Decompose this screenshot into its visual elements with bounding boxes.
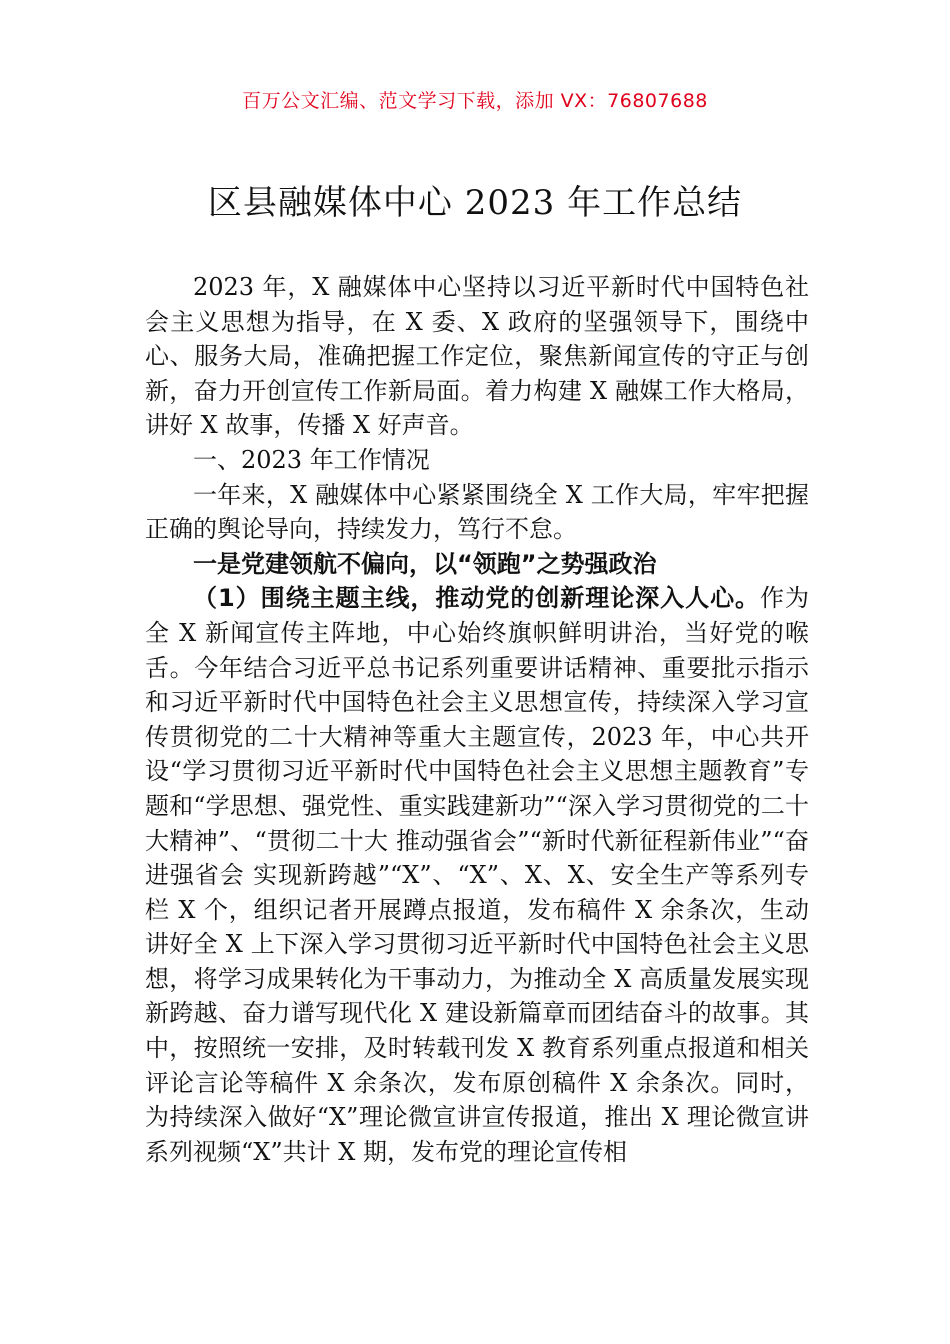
paragraph-theme-promotion [145, 581, 809, 1169]
document-body [145, 270, 809, 1169]
section-heading-1: 一、2023 年工作情况 [193, 445, 430, 474]
document-title: 区县融媒体中心 2023 年工作总结 [207, 183, 743, 223]
header-watermark-note: 百万公文汇编、范文学习下载，添加 VX：76807688 [242, 90, 708, 112]
paragraph-body: 作为全 X 新闻宣传主阵地，中心始终旗帜鲜明讲治，当好党的喉舌。今年结合习近平总书记系列重要讲话精神、重要批示指示和习近平新时代中国特色社会主义思想宣传，持续深入学习宣传贯彻党的二十大精神等重大主题宣传，2023 年，中心共开设“学习贯彻习近平新时代中国特色社会主义思想主题教育”专题和“学思想、强党性、重实践建新功”“深入学习贯彻党的二十大精神”、“贯彻二十大 推动强省会”“新时代新征程新伟业”“奋进强省会 实现新跨越”“X”、“X”、X、X、安全生产等系列专栏 X 个，组织记者开展蹲点报道，发布稿件 X 余条次，生动讲好全 X 上下深入学习贯彻习近平新时代中国特色社会主义思想，将学习成果转化为干事动力，为推动全 X 高质量发展实现新跨越、奋力谱写现代化 X 建设新篇章而团结奋斗的故事。其中，按照统一安排，及时转载刊发 X 教育系列重点报道和相关评论言论等稿件 X 余条次，发布原创稿件 X 余条次。同时，为持续深入做好“X”理论微宣讲宣传报道，推出 X 理论微宣讲系列视频“X”共计 X 期，发布党的理论宣传相 [145, 584, 810, 1166]
paragraph-intro: 2023 年，X 融媒体中心坚持以习近平新时代中国特色社会主义思想为指导，在 X 委、X 政府的坚强领导下，围绕中心、服务大局，准确把握工作定位，聚焦新闻宣传的守正与创新，奋力开创宣传工作新局面。着力构建 X 融媒工作大格局，讲好 X 故事，传播 X 好声音。 [145, 273, 809, 440]
paragraph-overview: 一年来，X 融媒体中心紧紧围绕全 X 工作大局，牢牢把握正确的舆论导向，持续发力，笃行不怠。 [145, 480, 809, 544]
paragraph-lead: （1）围绕主题主线，推动党的创新理论深入人心。 [193, 584, 761, 613]
subheading-party-building: 一是党建领航不偏向，以“领跑”之势强政治 [193, 549, 657, 578]
